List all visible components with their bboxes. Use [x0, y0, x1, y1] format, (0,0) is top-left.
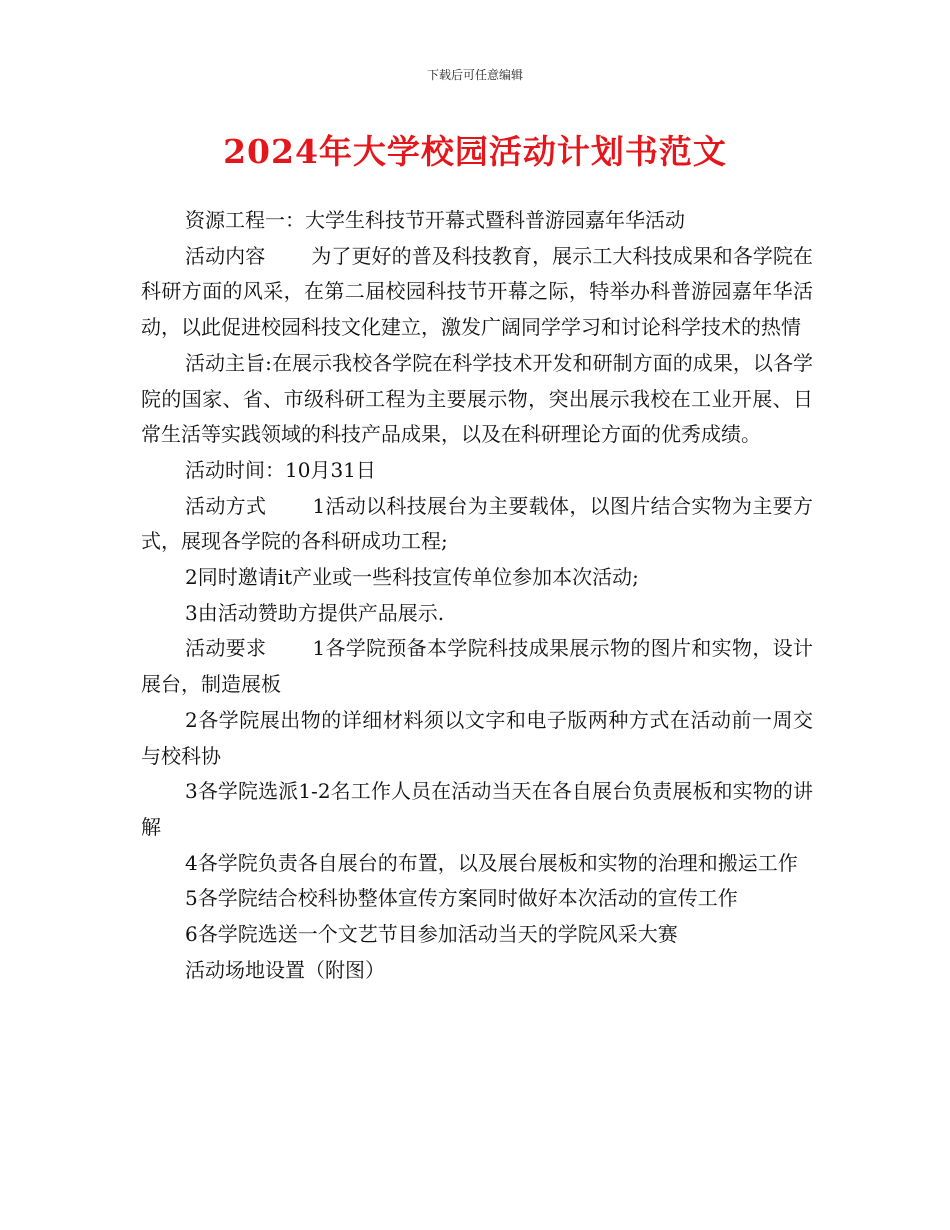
document-title: 2024年大学校园活动计划书范文	[223, 132, 727, 171]
document-body	[141, 203, 813, 988]
paragraph-requirement-4: 4各学院负责各自展台的布置，以及展台展板和实物的治理和搬运工作	[185, 850, 798, 875]
paragraph-activity-time: 活动时间：10月31日	[185, 457, 376, 482]
paragraph-method-3: 3由活动赞助方提供产品展示.	[185, 600, 445, 625]
text-activity-requirements: 1各学院预备本学院科技成果展示物的图片和实物，设计展台，制造展板	[141, 636, 813, 697]
paragraph-activity-method	[141, 489, 813, 560]
text-activity-content: 为了更好的普及科技教育，展示工大科技成果和各学院在科研方面的风采，在第二届校园科技节开幕之际，特举办科普游园嘉年华活动，以此促进校园科技文化建立，激发广阔同学学习和讨论科学技术的热情	[141, 243, 814, 340]
label-activity-content: 活动内容	[185, 243, 266, 268]
paragraph-activity-content	[141, 239, 813, 346]
paragraph-requirement-3: 3各学院选派1-2名工作人员在活动当天在各自展台负责展板和实物的讲解	[141, 779, 813, 839]
paragraph-requirement-5: 5各学院结合校科协整体宣传方案同时做好本次活动的宣传工作	[185, 886, 738, 911]
paragraph-requirement-6: 6各学院选送一个文艺节目参加活动当天的学院风采大赛	[185, 922, 678, 947]
label-activity-method: 活动方式	[185, 493, 267, 518]
paragraph-activity-requirements	[141, 631, 813, 702]
paragraph-method-2: 2同时邀请it产业或一些科技宣传单位参加本次活动;	[185, 565, 639, 590]
paragraph-activity-purpose: 活动主旨:在展示我校各学院在科学技术开发和研制方面的成果，以各学院的国家、省、市级科研工程为主要展示物，突出展示我校在工业开展、日常生活等实践领域的科技产品成果，以及在科研理论方面的优秀成绩。	[141, 350, 813, 447]
paragraph-venue-setup: 活动场地设置（附图）	[185, 957, 385, 982]
text-activity-method: 1活动以科技展台为主要载体，以图片结合实物为主要方式，展现各学院的各科研成功工程;	[141, 493, 813, 554]
header-note: 下载后可任意编辑	[426, 68, 523, 82]
label-activity-requirements: 活动要求	[185, 636, 267, 661]
paragraph-resource-project: 资源工程一：大学生科技节开幕式暨科普游园嘉年华活动	[185, 208, 685, 232]
paragraph-requirement-2: 2各学院展出物的详细材料须以文字和电子版两种方式在活动前一周交与校科协	[141, 707, 813, 768]
